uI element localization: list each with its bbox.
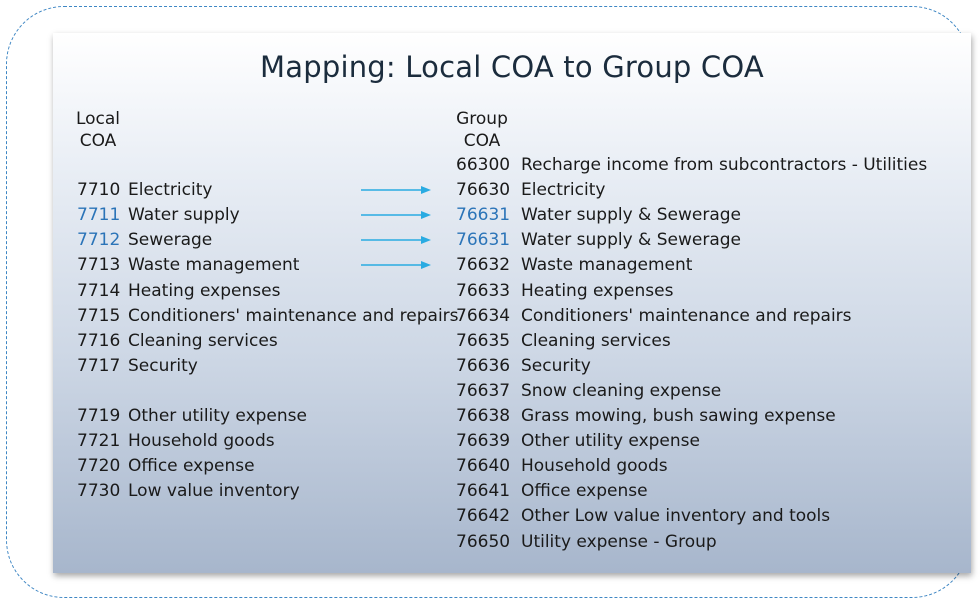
group-coa-label: Other Low value inventory and tools	[521, 506, 831, 527]
group-coa-code: 76637	[456, 380, 511, 401]
group-coa-label: Water supply & Sewerage	[521, 205, 741, 226]
group-coa-code: 76636	[456, 355, 511, 376]
group-coa-label: Security	[521, 355, 591, 376]
local-coa-label: Cleaning services	[128, 330, 278, 351]
group-coa-label: Grass mowing, bush sawing expense	[521, 406, 836, 426]
local-coa-code: 7730	[77, 481, 121, 502]
local-coa-code: 7720	[77, 456, 121, 477]
local-coa-label: Waste management	[128, 255, 300, 276]
local-coa-code: 7717	[77, 355, 121, 376]
group-coa-label: Other utility expense	[521, 431, 700, 452]
group-coa-label: Electricity	[521, 180, 606, 201]
group-coa-label: Household goods	[521, 456, 668, 477]
group-coa-label: Cleaning services	[521, 330, 671, 351]
mapping-arrow	[361, 235, 431, 245]
local-coa-code: 7716	[77, 330, 121, 351]
group-coa-label: Utility expense - Group	[521, 531, 717, 552]
group-coa-code: 76635	[456, 330, 511, 351]
group-coa-label: Recharge income from subcontractors - Utilities	[521, 155, 928, 175]
local-coa-label: Security	[128, 355, 198, 376]
local-coa-label: Water supply	[128, 205, 240, 226]
group-coa-header: Group COA	[456, 109, 508, 151]
local-coa-label: Low value inventory	[128, 481, 300, 502]
local-coa-label: Heating expenses	[128, 280, 281, 301]
group-coa-code: 76640	[456, 456, 511, 477]
local-coa-code: 7710	[77, 180, 121, 201]
local-coa-code: 7719	[77, 406, 121, 426]
group-coa-label: Water supply & Sewerage	[521, 230, 741, 251]
group-coa-code: 76632	[456, 255, 511, 276]
group-coa-code: 76631	[456, 230, 511, 251]
local-coa-code: 7712	[77, 230, 121, 251]
local-coa-label: Other utility expense	[128, 406, 307, 426]
local-coa-label: Office expense	[128, 456, 255, 477]
group-coa-code: 76650	[456, 531, 511, 552]
group-coa-code: 76641	[456, 481, 511, 502]
local-coa-label: Household goods	[128, 431, 275, 452]
group-coa-code: 76639	[456, 431, 511, 452]
local-coa-header: Local COA	[75, 109, 121, 151]
group-coa-label: Snow cleaning expense	[521, 380, 722, 401]
local-coa-code: 7721	[77, 431, 121, 452]
group-coa-code: 66300	[456, 155, 511, 175]
local-coa-code: 7713	[77, 255, 121, 276]
group-coa-code: 76630	[456, 180, 511, 201]
group-coa-code: 76638	[456, 406, 511, 426]
page-title: Mapping: Local COA to Group COA	[260, 50, 764, 84]
local-coa-label: Sewerage	[128, 230, 213, 251]
group-coa-label: Conditioners' maintenance and repairs	[521, 305, 852, 326]
group-coa-label: Heating expenses	[521, 280, 674, 301]
group-coa-label: Waste management	[521, 255, 693, 276]
mapping-arrow	[361, 210, 431, 220]
local-coa-code: 7711	[77, 205, 121, 226]
group-coa-label: Office expense	[521, 481, 648, 502]
mapping-arrow	[361, 185, 431, 195]
group-coa-code: 76642	[456, 506, 511, 527]
group-coa-code: 76634	[456, 305, 511, 326]
local-coa-code: 7714	[77, 280, 121, 301]
local-coa-code: 7715	[77, 305, 121, 326]
local-coa-label: Conditioners' maintenance and repairs	[128, 305, 459, 326]
local-coa-label: Electricity	[128, 180, 213, 201]
mapping-arrow	[361, 260, 431, 270]
group-coa-code: 76631	[456, 205, 511, 226]
group-coa-code: 76633	[456, 280, 511, 301]
